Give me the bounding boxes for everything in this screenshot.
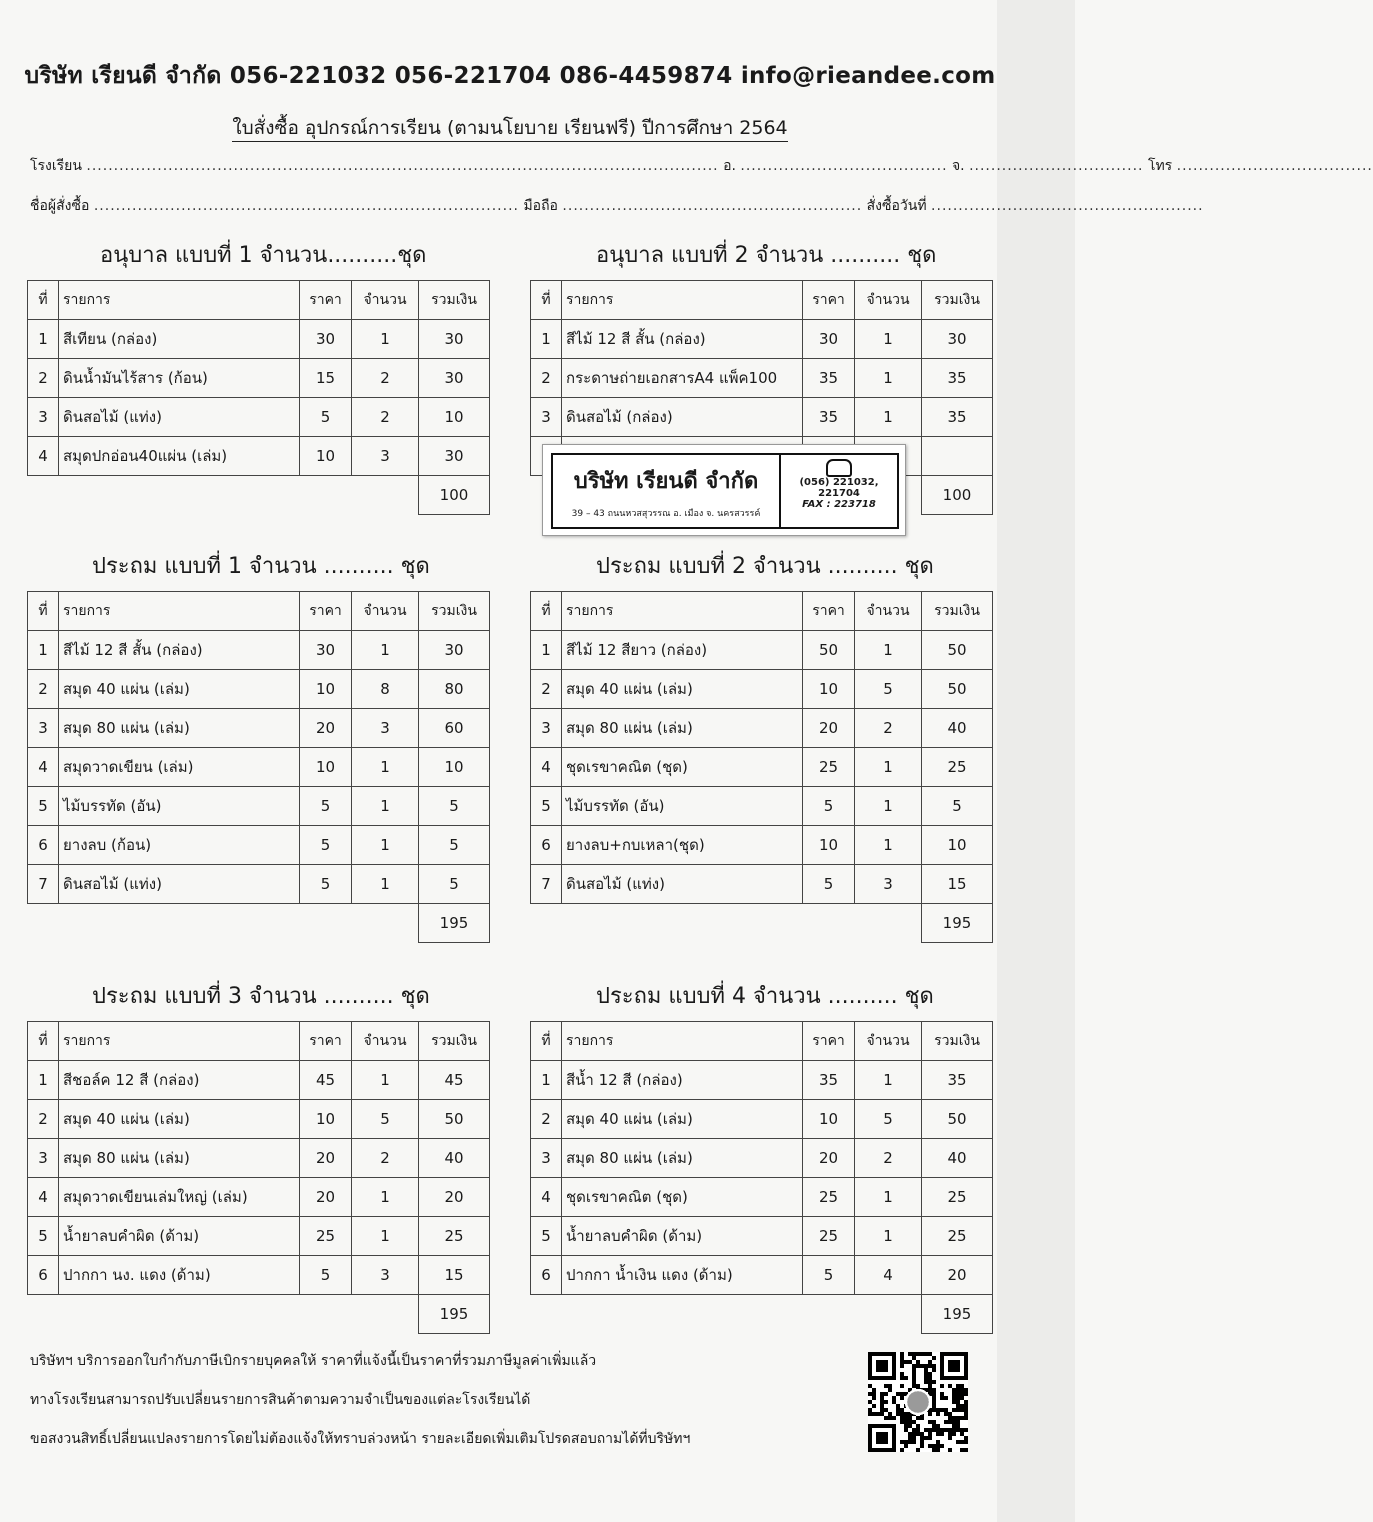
cell-no: 1 bbox=[28, 1061, 59, 1100]
cell-no: 5 bbox=[28, 1217, 59, 1256]
cell-total: 5 bbox=[419, 826, 490, 865]
cell-no: 7 bbox=[28, 865, 59, 904]
orderer-field[interactable]: .............................................................................. bbox=[93, 198, 519, 214]
cell-total: 10 bbox=[419, 398, 490, 437]
cell-price: 10 bbox=[300, 748, 352, 787]
phone-field[interactable]: .................................... bbox=[1176, 158, 1373, 174]
table-header-row bbox=[28, 281, 490, 320]
table-row bbox=[28, 826, 490, 865]
cell-qty: 3 bbox=[352, 1256, 419, 1295]
column-header-qty: จำนวน bbox=[352, 281, 419, 320]
cell-total: 35 bbox=[922, 398, 993, 437]
stamp-address: 39 – 43 ถนนหวสสุวรรณ อ. เมือง จ. นครสวรรค์ bbox=[571, 509, 761, 519]
cell-item: ปากกา นง. แดง (ด้าม) bbox=[59, 1256, 300, 1295]
cell-qty: 2 bbox=[352, 1139, 419, 1178]
cell-item: สมุดวาดเขียนเล่มใหญ่ (เล่ม) bbox=[59, 1178, 300, 1217]
column-header-total: รวมเงิน bbox=[922, 592, 993, 631]
cell-no: 4 bbox=[28, 1178, 59, 1217]
cell-total: 10 bbox=[419, 748, 490, 787]
cell-item: สมุด 80 แผ่น (เล่ม) bbox=[59, 1139, 300, 1178]
form-subtitle: ใบสั่งซื้อ อุปกรณ์การเรียน (ตามนโยบาย เรียนฟรี) ปีการศึกษา 2564 bbox=[0, 113, 1020, 143]
column-header-price: ราคา bbox=[300, 281, 352, 320]
cell-total: 10 bbox=[922, 826, 993, 865]
column-header-no: ที่ bbox=[28, 592, 59, 631]
column-header-qty: จำนวน bbox=[352, 1022, 419, 1061]
cell-total: 30 bbox=[922, 320, 993, 359]
section-title: ประถม แบบที่ 3 จำนวน .......... ชุด bbox=[92, 984, 430, 1009]
note-line: ขอสงวนสิทธิ์เปลี่ยนแปลงรายการโดยไม่ต้องแจ้งให้ทราบล่วงหน้า รายละเอียดเพิ่มเติมโปรดสอบถามได้ที่บริษัทฯ bbox=[30, 1431, 691, 1447]
cell-no: 3 bbox=[28, 1139, 59, 1178]
table-row bbox=[531, 320, 993, 359]
cell-item: ไม้บรรทัด (อัน) bbox=[59, 787, 300, 826]
cell-no: 2 bbox=[531, 359, 562, 398]
order-table bbox=[27, 591, 490, 943]
cell-no: 6 bbox=[531, 826, 562, 865]
grand-total: 195 bbox=[419, 1295, 490, 1334]
telephone-icon bbox=[826, 459, 852, 477]
cell-price: 5 bbox=[803, 865, 855, 904]
cell-total: 30 bbox=[419, 320, 490, 359]
cell-qty: 2 bbox=[352, 398, 419, 437]
note-line: บริษัทฯ บริการออกใบกำกับภาษีเบิกรายบุคคลให้ ราคาที่แจ้งนี้เป็นราคาที่รวมภาษีมูลค่าเพิ่มแล้ว bbox=[30, 1353, 597, 1369]
cell-qty: 1 bbox=[352, 826, 419, 865]
section-title: อนุบาล แบบที่ 2 จำนวน .......... ชุด bbox=[596, 243, 937, 268]
table-row bbox=[531, 787, 993, 826]
cell-price: 35 bbox=[803, 359, 855, 398]
table-row bbox=[28, 709, 490, 748]
column-header-qty: จำนวน bbox=[855, 592, 922, 631]
column-header-no: ที่ bbox=[531, 281, 562, 320]
cell-price: 5 bbox=[300, 1256, 352, 1295]
cell-qty: 3 bbox=[352, 437, 419, 476]
table-row bbox=[531, 826, 993, 865]
table-row bbox=[531, 748, 993, 787]
cell-price: 20 bbox=[300, 709, 352, 748]
cell-qty: 1 bbox=[855, 748, 922, 787]
cell-price: 30 bbox=[300, 631, 352, 670]
stamp-fax: FAX : 223718 bbox=[802, 499, 876, 510]
table-header-row bbox=[28, 1022, 490, 1061]
cell-price: 10 bbox=[300, 670, 352, 709]
cell-no: 4 bbox=[28, 748, 59, 787]
column-header-total: รวมเงิน bbox=[419, 281, 490, 320]
cell-item: สีไม้ 12 สียาว (กล่อง) bbox=[562, 631, 803, 670]
cell-qty: 3 bbox=[352, 709, 419, 748]
cell-total: 50 bbox=[419, 1100, 490, 1139]
cell-item: น้ำยาลบคำผิด (ด้าม) bbox=[59, 1217, 300, 1256]
cell-price: 35 bbox=[803, 1061, 855, 1100]
cell-qty: 8 bbox=[352, 670, 419, 709]
cell-price: 10 bbox=[803, 670, 855, 709]
column-header-item: รายการ bbox=[562, 592, 803, 631]
cell-price: 5 bbox=[300, 787, 352, 826]
cell-no: 4 bbox=[531, 1178, 562, 1217]
cell-no: 3 bbox=[531, 1139, 562, 1178]
cell-qty: 1 bbox=[352, 1061, 419, 1100]
cell-price: 25 bbox=[803, 1217, 855, 1256]
cell-item: ชุดเรขาคณิต (ชุด) bbox=[562, 748, 803, 787]
cell-qty: 1 bbox=[352, 1178, 419, 1217]
table-row bbox=[28, 631, 490, 670]
table-row bbox=[531, 865, 993, 904]
cell-no: 7 bbox=[531, 865, 562, 904]
table-row bbox=[28, 1100, 490, 1139]
cell-item: ไม้บรรทัด (อัน) bbox=[562, 787, 803, 826]
cell-total: 5 bbox=[419, 865, 490, 904]
cell-qty: 2 bbox=[855, 709, 922, 748]
cell-qty: 1 bbox=[352, 631, 419, 670]
district-label: อ. bbox=[723, 158, 736, 174]
column-header-total: รวมเงิน bbox=[419, 592, 490, 631]
table-row bbox=[531, 1139, 993, 1178]
cell-item: ดินน้ำมันไร้สาร (ก้อน) bbox=[59, 359, 300, 398]
cell-price: 30 bbox=[803, 320, 855, 359]
column-header-total: รวมเงิน bbox=[419, 1022, 490, 1061]
cell-qty: 1 bbox=[855, 359, 922, 398]
cell-price: 20 bbox=[300, 1178, 352, 1217]
order-table bbox=[27, 280, 490, 515]
cell-qty: 1 bbox=[352, 748, 419, 787]
mobile-label: มือถือ bbox=[523, 198, 558, 214]
province-field[interactable]: ................................ bbox=[969, 158, 1144, 174]
total-row bbox=[28, 904, 490, 943]
cell-price: 5 bbox=[803, 1256, 855, 1295]
phone-label: โทร bbox=[1147, 158, 1173, 174]
cell-no: 3 bbox=[28, 398, 59, 437]
cell-total: 30 bbox=[419, 359, 490, 398]
stamp-company-name: บริษัท เรียนดี จำกัด bbox=[573, 469, 759, 494]
column-header-item: รายการ bbox=[562, 1022, 803, 1061]
line-qr-code-icon[interactable] bbox=[868, 1352, 968, 1452]
cell-no: 3 bbox=[531, 398, 562, 437]
table-row bbox=[28, 359, 490, 398]
section-title: ประถม แบบที่ 2 จำนวน .......... ชุด bbox=[596, 554, 934, 579]
section-title: ประถม แบบที่ 4 จำนวน .......... ชุด bbox=[596, 984, 934, 1009]
cell-item: ดินสอไม้ (แท่ง) bbox=[59, 865, 300, 904]
cell-qty: 1 bbox=[855, 1061, 922, 1100]
note-line: ทางโรงเรียนสามารถปรับเปลี่ยนรายการสินค้าตามความจำเป็นของแต่ละโรงเรียนได้ bbox=[30, 1392, 531, 1408]
cell-total: 25 bbox=[922, 1217, 993, 1256]
cell-no: 2 bbox=[531, 670, 562, 709]
orderer-label: ชื่อผู้สั่งซื้อ bbox=[30, 198, 90, 214]
cell-qty: 1 bbox=[352, 787, 419, 826]
cell-item: สีชอล์ค 12 สี (กล่อง) bbox=[59, 1061, 300, 1100]
cell-total: 25 bbox=[922, 748, 993, 787]
stamp-phone-2: 221704 bbox=[818, 488, 860, 499]
cell-qty: 5 bbox=[352, 1100, 419, 1139]
cell-no: 1 bbox=[28, 631, 59, 670]
column-header-price: ราคา bbox=[300, 1022, 352, 1061]
total-row bbox=[28, 1295, 490, 1334]
cell-qty: 1 bbox=[855, 787, 922, 826]
column-header-qty: จำนวน bbox=[352, 592, 419, 631]
cell-price: 5 bbox=[300, 865, 352, 904]
column-header-item: รายการ bbox=[59, 1022, 300, 1061]
table-row bbox=[531, 359, 993, 398]
column-header-item: รายการ bbox=[59, 592, 300, 631]
column-header-qty: จำนวน bbox=[855, 281, 922, 320]
cell-no: 1 bbox=[531, 1061, 562, 1100]
cell-qty: 5 bbox=[855, 1100, 922, 1139]
table-row bbox=[531, 1217, 993, 1256]
cell-qty: 2 bbox=[352, 359, 419, 398]
cell-item: สมุด 40 แผ่น (เล่ม) bbox=[59, 1100, 300, 1139]
cell-no: 4 bbox=[531, 748, 562, 787]
cell-no: 2 bbox=[28, 670, 59, 709]
cell-price: 20 bbox=[803, 709, 855, 748]
cell-total: 40 bbox=[922, 709, 993, 748]
cell-no: 1 bbox=[28, 320, 59, 359]
cell-no: 5 bbox=[28, 787, 59, 826]
cell-no: 6 bbox=[28, 826, 59, 865]
total-row bbox=[531, 1295, 993, 1334]
cell-qty: 1 bbox=[855, 826, 922, 865]
cell-item: สีน้ำ 12 สี (กล่อง) bbox=[562, 1061, 803, 1100]
column-header-no: ที่ bbox=[28, 1022, 59, 1061]
cell-no: 2 bbox=[28, 1100, 59, 1139]
table-row bbox=[531, 1256, 993, 1295]
cell-price: 25 bbox=[803, 1178, 855, 1217]
table-row bbox=[531, 1178, 993, 1217]
cell-item: ดินสอไม้ (แท่ง) bbox=[562, 865, 803, 904]
column-header-item: รายการ bbox=[562, 281, 803, 320]
district-field[interactable]: ...................................... bbox=[740, 158, 948, 174]
cell-price: 5 bbox=[300, 826, 352, 865]
table-row bbox=[531, 1100, 993, 1139]
cell-no: 2 bbox=[531, 1100, 562, 1139]
column-header-price: ราคา bbox=[803, 281, 855, 320]
cell-item: สมุด 40 แผ่น (เล่ม) bbox=[562, 1100, 803, 1139]
cell-total: 40 bbox=[419, 1139, 490, 1178]
cell-price: 50 bbox=[803, 631, 855, 670]
column-header-no: ที่ bbox=[28, 281, 59, 320]
cell-total: 20 bbox=[419, 1178, 490, 1217]
company-header: บริษัท เรียนดี จำกัด 056-221032 056-221704 086-4459874 info@rieandee.com bbox=[24, 63, 996, 89]
school-field[interactable]: .................................................................................................................... bbox=[86, 158, 719, 174]
cell-qty: 1 bbox=[855, 1178, 922, 1217]
grand-total: 195 bbox=[922, 904, 993, 943]
column-header-no: ที่ bbox=[531, 592, 562, 631]
column-header-total: รวมเงิน bbox=[922, 281, 993, 320]
cell-item: สมุด 80 แผ่น (เล่ม) bbox=[562, 1139, 803, 1178]
cell-qty: 1 bbox=[352, 1217, 419, 1256]
cell-qty: 3 bbox=[855, 865, 922, 904]
province-label: จ. bbox=[951, 158, 965, 174]
cell-total: 15 bbox=[922, 865, 993, 904]
section-title: อนุบาล แบบที่ 1 จำนวน..........ชุด bbox=[100, 243, 427, 268]
order-table bbox=[530, 591, 993, 943]
cell-no: 1 bbox=[531, 631, 562, 670]
column-header-price: ราคา bbox=[803, 592, 855, 631]
cell-no: 3 bbox=[28, 709, 59, 748]
column-header-item: รายการ bbox=[59, 281, 300, 320]
cell-no: 6 bbox=[28, 1256, 59, 1295]
school-label: โรงเรียน bbox=[30, 158, 82, 174]
cell-price: 20 bbox=[803, 1139, 855, 1178]
grand-total: 100 bbox=[922, 476, 993, 515]
cell-price: 25 bbox=[300, 1217, 352, 1256]
column-header-no: ที่ bbox=[531, 1022, 562, 1061]
cell-item: สีเทียน (กล่อง) bbox=[59, 320, 300, 359]
cell-total: 25 bbox=[922, 1178, 993, 1217]
cell-price: 45 bbox=[300, 1061, 352, 1100]
cell-item: สีไม้ 12 สี สั้น (กล่อง) bbox=[562, 320, 803, 359]
column-header-price: ราคา bbox=[300, 592, 352, 631]
grand-total: 100 bbox=[419, 476, 490, 515]
cell-qty: 1 bbox=[352, 865, 419, 904]
table-header-row bbox=[531, 1022, 993, 1061]
order-date-label: สั่งซื้อวันที่ bbox=[866, 198, 927, 214]
cell-total: 35 bbox=[922, 1061, 993, 1100]
cell-total: 25 bbox=[419, 1217, 490, 1256]
table-row bbox=[531, 398, 993, 437]
cell-no: 5 bbox=[531, 1217, 562, 1256]
cell-total: 30 bbox=[419, 631, 490, 670]
table-row bbox=[28, 1178, 490, 1217]
cell-item: ปากกา น้ำเงิน แดง (ด้าม) bbox=[562, 1256, 803, 1295]
cell-item: สมุดปกอ่อน40แผ่น (เล่ม) bbox=[59, 437, 300, 476]
table-row bbox=[28, 1139, 490, 1178]
table-row bbox=[28, 787, 490, 826]
cell-item: ยางลบ+กบเหลา(ชุด) bbox=[562, 826, 803, 865]
cell-price: 10 bbox=[803, 1100, 855, 1139]
cell-no: 4 bbox=[28, 437, 59, 476]
table-row bbox=[531, 631, 993, 670]
table-row bbox=[28, 398, 490, 437]
cell-no: 1 bbox=[531, 320, 562, 359]
table-row bbox=[28, 865, 490, 904]
cell-item: สมุดวาดเขียน (เล่ม) bbox=[59, 748, 300, 787]
table-row bbox=[28, 1256, 490, 1295]
cell-total: 30 bbox=[419, 437, 490, 476]
cell-qty: 1 bbox=[855, 398, 922, 437]
cell-price: 15 bbox=[300, 359, 352, 398]
cell-item: กระดาษถ่ายเอกสารA4 แพ็ค100 bbox=[562, 359, 803, 398]
cell-total: 5 bbox=[922, 787, 993, 826]
orderer-info-row bbox=[30, 195, 1204, 217]
cell-total: 35 bbox=[922, 359, 993, 398]
cell-total: 50 bbox=[922, 1100, 993, 1139]
table-header-row bbox=[531, 592, 993, 631]
cell-total: 45 bbox=[419, 1061, 490, 1100]
grand-total: 195 bbox=[922, 1295, 993, 1334]
cell-qty: 5 bbox=[855, 670, 922, 709]
cell-total: 20 bbox=[922, 1256, 993, 1295]
cell-qty: 1 bbox=[855, 1217, 922, 1256]
mobile-field[interactable]: ....................................................... bbox=[562, 198, 863, 214]
cell-price: 30 bbox=[300, 320, 352, 359]
cell-item: ดินสอไม้ (แท่ง) bbox=[59, 398, 300, 437]
cell-item: ดินสอไม้ (กล่อง) bbox=[562, 398, 803, 437]
cell-no: 3 bbox=[531, 709, 562, 748]
grand-total: 195 bbox=[419, 904, 490, 943]
order-date-field[interactable]: .................................................. bbox=[931, 198, 1204, 214]
school-info-row bbox=[30, 155, 1373, 177]
cell-total: 15 bbox=[419, 1256, 490, 1295]
total-row bbox=[531, 904, 993, 943]
column-header-price: ราคา bbox=[803, 1022, 855, 1061]
cell-price: 10 bbox=[300, 1100, 352, 1139]
cell-item: สมุด 40 แผ่น (เล่ม) bbox=[59, 670, 300, 709]
cell-item: สมุด 40 แผ่น (เล่ม) bbox=[562, 670, 803, 709]
table-row bbox=[28, 1061, 490, 1100]
cell-no: 2 bbox=[28, 359, 59, 398]
cell-price: 5 bbox=[300, 398, 352, 437]
cell-total: 50 bbox=[922, 631, 993, 670]
cell-total: 80 bbox=[419, 670, 490, 709]
cell-total bbox=[922, 437, 993, 476]
cell-price: 25 bbox=[803, 748, 855, 787]
order-table bbox=[27, 1021, 490, 1334]
table-header-row bbox=[28, 592, 490, 631]
page-edge bbox=[997, 0, 1075, 1522]
company-stamp bbox=[542, 444, 906, 536]
cell-item: ยางลบ (ก้อน) bbox=[59, 826, 300, 865]
cell-price: 20 bbox=[300, 1139, 352, 1178]
column-header-qty: จำนวน bbox=[855, 1022, 922, 1061]
cell-qty: 1 bbox=[855, 320, 922, 359]
table-row bbox=[28, 320, 490, 359]
cell-price: 5 bbox=[803, 787, 855, 826]
cell-item: สีไม้ 12 สี สั้น (กล่อง) bbox=[59, 631, 300, 670]
table-row bbox=[28, 437, 490, 476]
cell-item: สมุด 80 แผ่น (เล่ม) bbox=[59, 709, 300, 748]
table-row bbox=[28, 670, 490, 709]
cell-no: 5 bbox=[531, 787, 562, 826]
cell-no: 6 bbox=[531, 1256, 562, 1295]
cell-qty: 4 bbox=[855, 1256, 922, 1295]
column-header-total: รวมเงิน bbox=[922, 1022, 993, 1061]
order-table bbox=[530, 1021, 993, 1334]
cell-item: สมุด 80 แผ่น (เล่ม) bbox=[562, 709, 803, 748]
section-title: ประถม แบบที่ 1 จำนวน .......... ชุด bbox=[92, 554, 430, 579]
cell-qty: 1 bbox=[352, 320, 419, 359]
cell-qty: 1 bbox=[855, 631, 922, 670]
table-row bbox=[531, 1061, 993, 1100]
cell-qty: 2 bbox=[855, 1139, 922, 1178]
table-row bbox=[28, 748, 490, 787]
table-header-row bbox=[531, 281, 993, 320]
cell-price: 10 bbox=[300, 437, 352, 476]
cell-price: 10 bbox=[803, 826, 855, 865]
table-row bbox=[28, 1217, 490, 1256]
table-row bbox=[531, 709, 993, 748]
cell-item: น้ำยาลบคำผิด (ด้าม) bbox=[562, 1217, 803, 1256]
cell-item: ชุดเรขาคณิต (ชุด) bbox=[562, 1178, 803, 1217]
cell-total: 60 bbox=[419, 709, 490, 748]
cell-price: 35 bbox=[803, 398, 855, 437]
cell-total: 50 bbox=[922, 670, 993, 709]
cell-total: 40 bbox=[922, 1139, 993, 1178]
stamp-phone: (056) 221032, bbox=[799, 477, 879, 488]
cell-total: 5 bbox=[419, 787, 490, 826]
table-row bbox=[531, 670, 993, 709]
total-row bbox=[28, 476, 490, 515]
